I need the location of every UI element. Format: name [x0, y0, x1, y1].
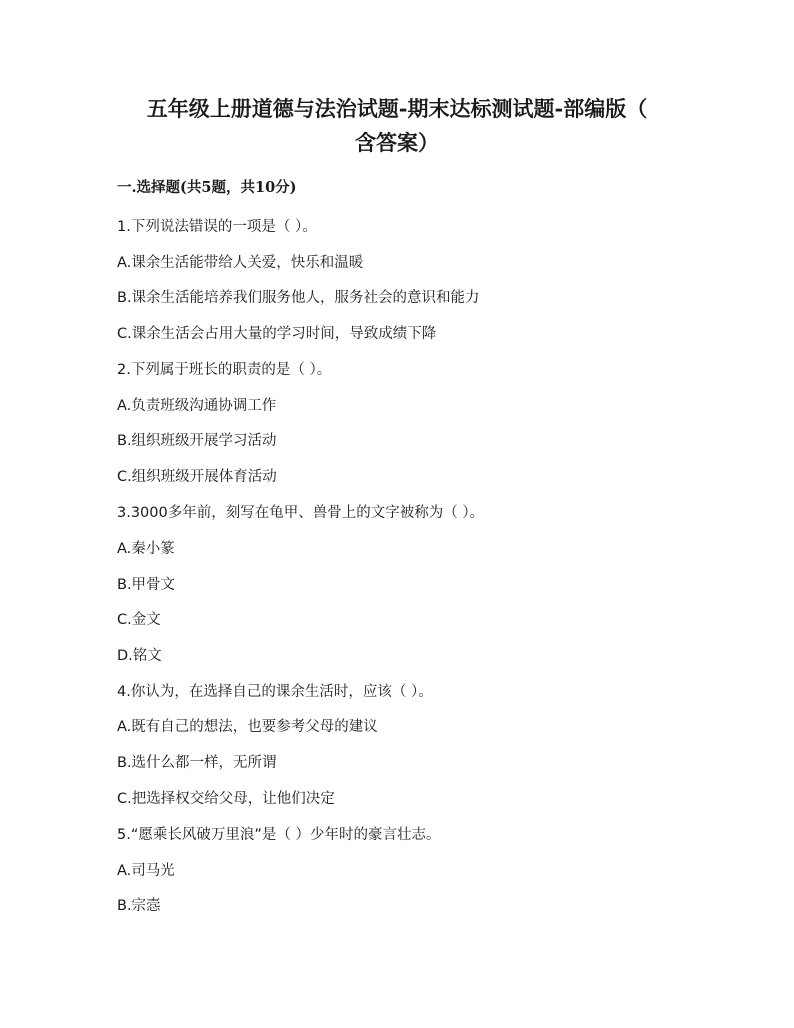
page-title: [100, 92, 694, 160]
question-1-option-c: C.课余生活会占用大量的学习时间，导致成绩下降: [117, 326, 437, 342]
question-3-stem: 3.3000多年前，刻写在龟甲、兽骨上的文字被称为（ ）。: [117, 505, 485, 521]
question-3-option-d: D.铭文: [117, 648, 162, 664]
question-2-stem: 2.下列属于班长的职责的是（ ）。: [117, 362, 332, 378]
question-4-stem: 4.你认为，在选择自己的课余生活时，应该（ ）。: [117, 684, 433, 700]
question-4-option-c: C.把选择权交给父母，让他们决定: [117, 791, 335, 807]
question-3-option-a: A.秦小篆: [117, 541, 175, 557]
question-2-option-a: A.负责班级沟通协调工作: [117, 398, 277, 414]
question-5-option-a: A.司马光: [117, 863, 175, 879]
question-4-option-b: B.选什么都一样，无所谓: [117, 755, 277, 771]
section-heading: 一.选择题(共5题，共10分): [117, 179, 297, 196]
question-1-stem: 1.下列说法错误的一项是（ ）。: [117, 219, 317, 235]
question-1-option-a: A.课余生活能带给人关爱，快乐和温暖: [117, 255, 364, 271]
title-line-1: 五年级上册道德与法治试题-期末达标测试题-部编版（: [146, 96, 648, 121]
question-2-option-b: B.组织班级开展学习活动: [117, 433, 277, 449]
question-3-option-b: B.甲骨文: [117, 577, 176, 593]
question-5-stem: 5.“愿乘长风破万里浪”是（ ）少年时的豪言壮志。: [117, 827, 441, 843]
question-3-option-c: C.金文: [117, 612, 161, 628]
question-4-option-a: A.既有自己的想法，也要参考父母的建议: [117, 719, 378, 735]
question-5-option-b: B.宗悫: [117, 898, 161, 914]
question-1-option-b: B.课余生活能培养我们服务他人，服务社会的意识和能力: [117, 290, 480, 306]
question-2-option-c: C.组织班级开展体育活动: [117, 469, 277, 485]
title-line-2: 含答案）: [355, 130, 439, 155]
